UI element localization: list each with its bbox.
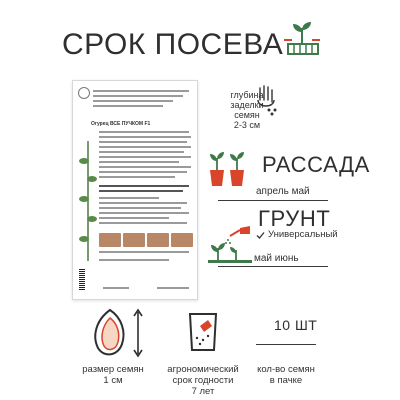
seed-bag-icon (186, 308, 220, 354)
soil-type: Универсальный (268, 229, 338, 240)
sowing-depth-text: глубина заделки семян 2-3 см (230, 90, 264, 130)
seed-count-label: 10 ШТ (274, 317, 318, 333)
grunt-title: ГРУНТ (258, 206, 331, 231)
rassada-months: апрель май (256, 186, 310, 197)
page-title: СРОК ПОСЕВА (62, 28, 284, 61)
cucumber-plant-image (79, 141, 97, 261)
brand-logo-icon (78, 87, 90, 99)
packet-product-name: Огурец ВСЕ ПУЧКОМ F1 (91, 121, 151, 127)
grunt-divider (218, 266, 328, 267)
sowing-steps-images (99, 233, 193, 247)
grunt-months: май июнь (254, 253, 299, 264)
seedling-pots-icon (206, 148, 252, 190)
barcode (79, 269, 85, 291)
seed-size-icon (88, 306, 148, 360)
seed-packet-image (72, 80, 198, 300)
seed-size-caption: размер семян 1 см (82, 364, 144, 386)
watering-can-icon (206, 224, 254, 266)
count-divider (256, 344, 316, 345)
shelf-life-caption: агрономический срок годности 7 лет (167, 364, 239, 397)
rassada-title: РАССАДА (262, 152, 370, 177)
hand-sowing-icon (252, 84, 282, 118)
seed-count-caption: кол-во семян в пачке (257, 364, 315, 386)
sowing-calendar-icon (282, 18, 322, 58)
check-icon (256, 231, 265, 240)
rassada-divider (218, 200, 328, 201)
